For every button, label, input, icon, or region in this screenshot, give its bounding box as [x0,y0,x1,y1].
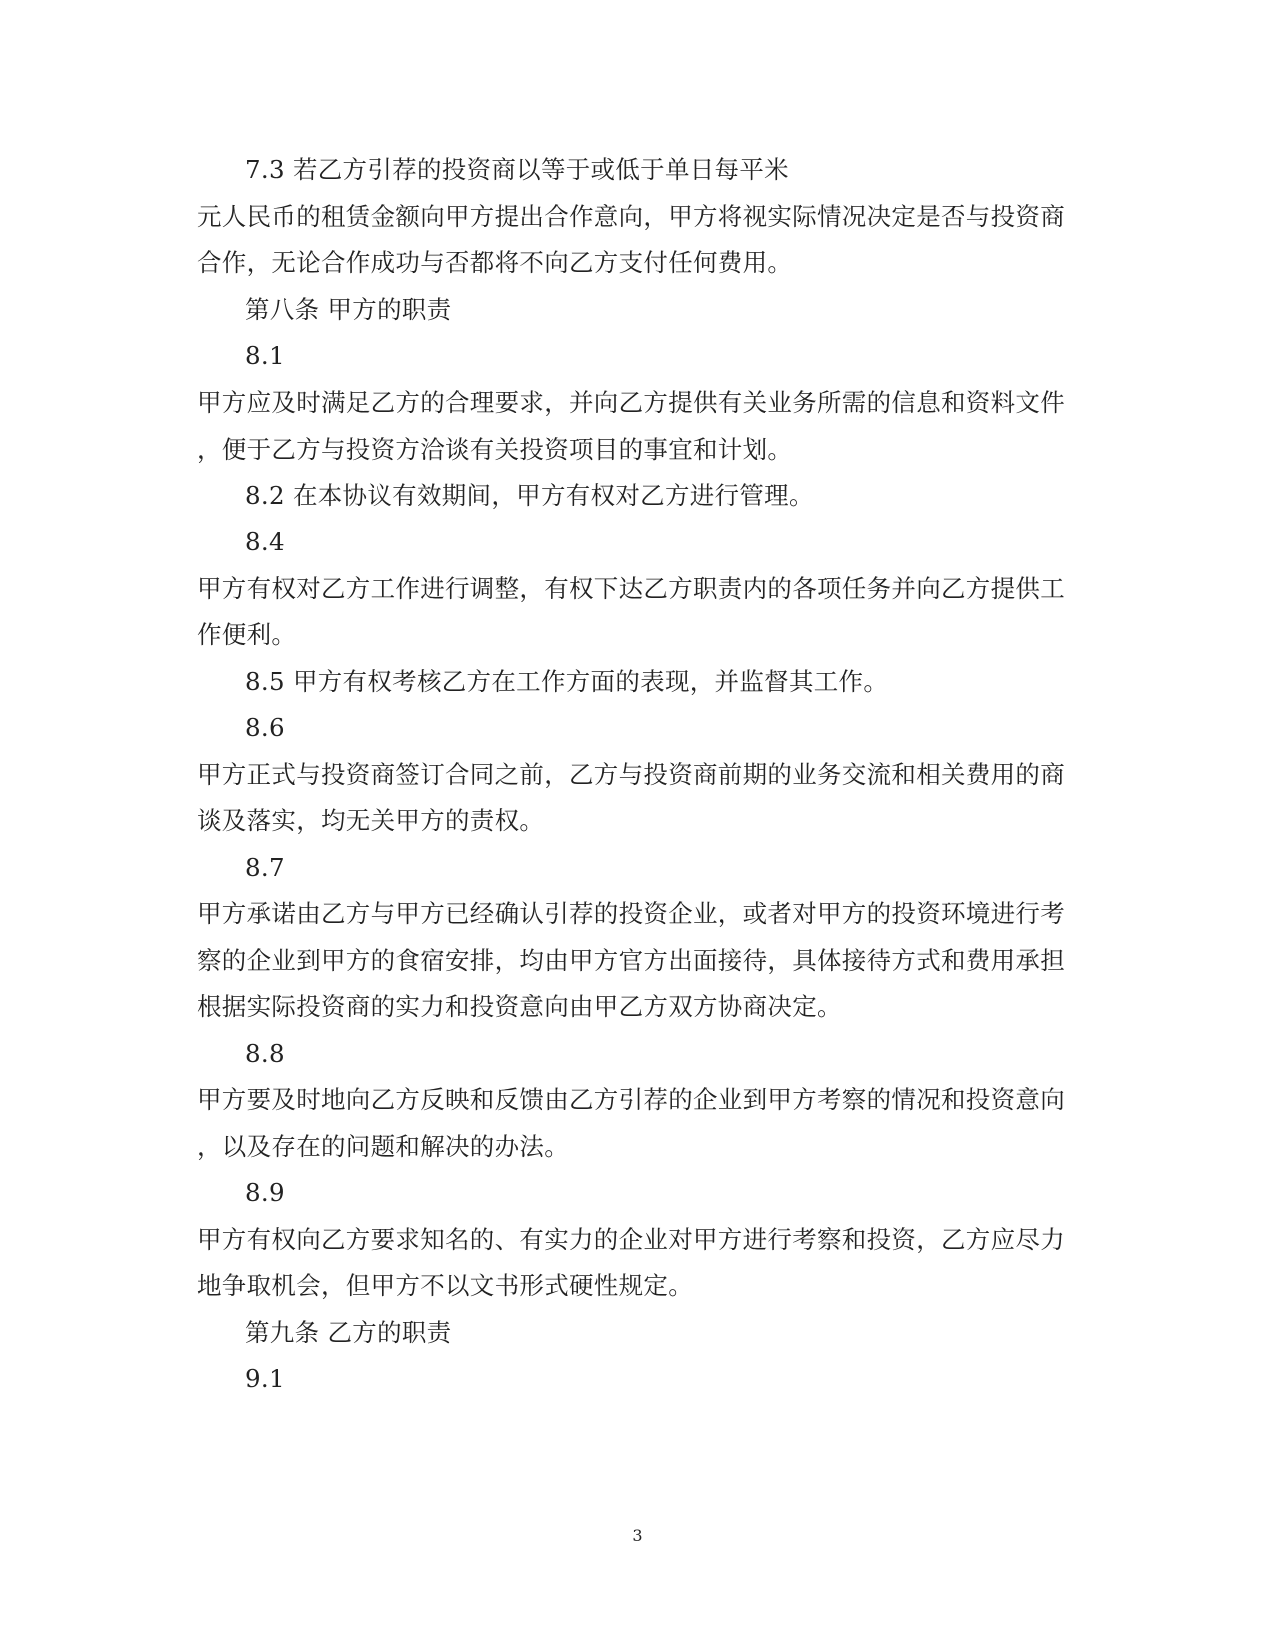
text-line: 作便利。 [197,620,297,649]
clause-number: 9.1 [245,1364,285,1393]
text-line: 甲方应及时满足乙方的合理要求，并向乙方提供有关业务所需的信息和资料文件 [197,388,1065,417]
text-line: 8.5 甲方有权考核乙方在工作方面的表现，并监督其工作。 [245,667,889,696]
text-line: 7.3 若乙方引荐的投资商以等于或低于单日每平米 [245,155,789,184]
clause-number: 8.8 [245,1039,285,1068]
text-line: 根据实际投资商的实力和投资意向由甲乙方双方协商决定。 [197,992,842,1021]
text-line: 合作，无论合作成功与否都将不向乙方支付任何费用。 [197,248,793,277]
text-line: 谈及落实，均无关甲方的责权。 [197,806,545,835]
page-number: 3 [632,1526,643,1545]
clause-number: 8.6 [245,713,285,742]
text-line: ，以及存在的问题和解决的办法。 [197,1132,569,1161]
clause-number: 8.1 [245,341,285,370]
text-line: 8.2 在本协议有效期间，甲方有权对乙方进行管理。 [245,481,814,510]
section-heading: 第八条 甲方的职责 [245,295,452,324]
text-line: 甲方要及时地向乙方反映和反馈由乙方引荐的企业到甲方考察的情况和投资意向 [197,1085,1065,1114]
text-line: 察的企业到甲方的食宿安排，均由甲方官方出面接待，具体接待方式和费用承担 [197,946,1065,975]
text-line: 甲方承诺由乙方与甲方已经确认引荐的投资企业，或者对甲方的投资环境进行考 [197,899,1065,928]
clause-number: 8.4 [245,527,285,556]
section-heading: 第九条 乙方的职责 [245,1318,452,1347]
text-line: 地争取机会，但甲方不以文书形式硬性规定。 [197,1271,693,1300]
clause-number: 8.9 [245,1178,285,1207]
text-line: 甲方有权对乙方工作进行调整，有权下达乙方职责内的各项任务并向乙方提供工 [197,574,1065,603]
text-line: 甲方有权向乙方要求知名的、有实力的企业对甲方进行考察和投资，乙方应尽力 [197,1225,1065,1254]
text-line: ，便于乙方与投资方洽谈有关投资项目的事宜和计划。 [197,435,793,464]
text-line: 元人民币的租赁金额向甲方提出合作意向，甲方将视实际情况决定是否与投资商 [197,202,1065,231]
clause-number: 8.7 [245,853,285,882]
text-line: 甲方正式与投资商签订合同之前，乙方与投资商前期的业务交流和相关费用的商 [197,760,1065,789]
